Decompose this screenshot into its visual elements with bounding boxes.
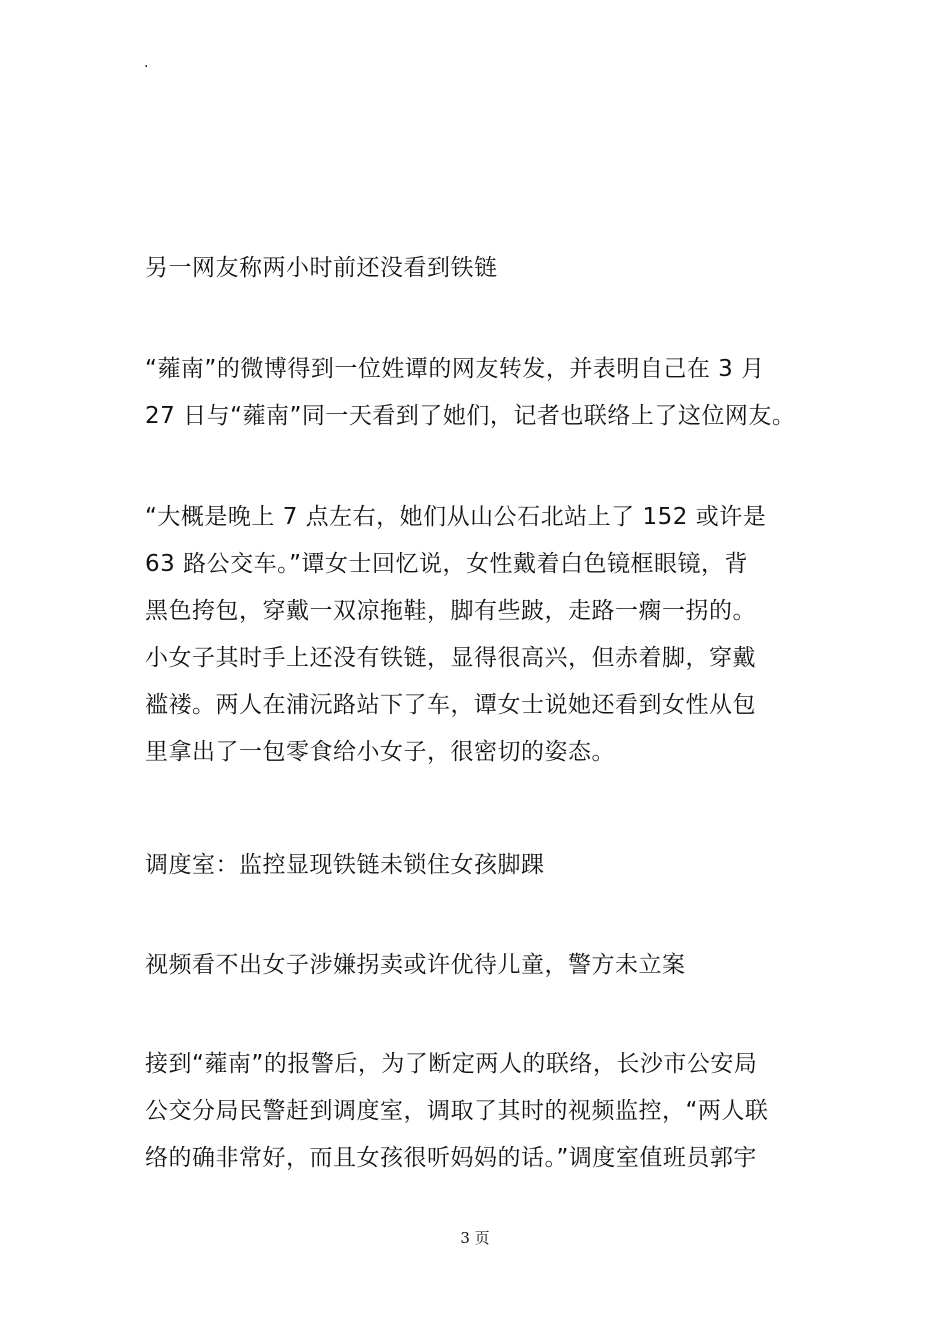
paragraph-2-line-4: 小女子其时手上还没有铁链，显得很高兴，但赤着脚，穿戴 [145, 645, 756, 671]
paragraph-1-line-2: 27 日与“蕹南”同一天看到了她们，记者也联络上了这位网友。 [145, 403, 796, 429]
page-number: 3 页 [460, 1229, 490, 1247]
paragraph-3-line-1: 接到“蕹南”的报警后，为了断定两人的联络，长沙市公安局 [145, 1051, 758, 1077]
paragraph-3-line-2: 公交分局民警赶到调度室，调取了其时的视频监控，“两人联 [145, 1098, 769, 1124]
paragraph-1 [145, 346, 825, 440]
paragraph-2 [145, 494, 825, 776]
paragraph-2-line-6: 里拿出了一包零食给小女子，很密切的姿态。 [145, 739, 615, 765]
heading-2-text: 调度室：监控显现铁链未锁住女孩脚踝 [145, 852, 545, 878]
paragraph-3 [145, 1041, 825, 1182]
heading-1-text: 另一网友称两小时前还没看到铁链 [145, 255, 498, 281]
header-mark: . [144, 55, 149, 71]
heading-3-text: 视频看不出女子涉嫌拐卖或许优待儿童，警方未立案 [145, 952, 686, 978]
paragraph-1-line-1: “蕹南”的微博得到一位姓谭的网友转发，并表明自己在 3 月 [145, 356, 765, 382]
heading-1 [145, 245, 825, 292]
paragraph-2-line-5: 褴褛。两人在浦沅路站下了车，谭女士说她还看到女性从包 [145, 692, 756, 718]
heading-3 [145, 942, 825, 989]
paragraph-3-line-3: 络的确非常好，而且女孩很听妈妈的话。”调度室值班员郭宇 [145, 1145, 757, 1171]
paragraph-2-line-2: 63 路公交车。”谭女士回忆说，女性戴着白色镜框眼镜，背 [145, 551, 748, 577]
heading-2 [145, 842, 825, 889]
paragraph-2-line-1: “大概是晚上 7 点左右，她们从山公石北站上了 152 或许是 [145, 504, 767, 530]
paragraph-2-line-3: 黑色挎包，穿戴一双凉拖鞋，脚有些跛，走路一瘸一拐的。 [145, 598, 756, 624]
